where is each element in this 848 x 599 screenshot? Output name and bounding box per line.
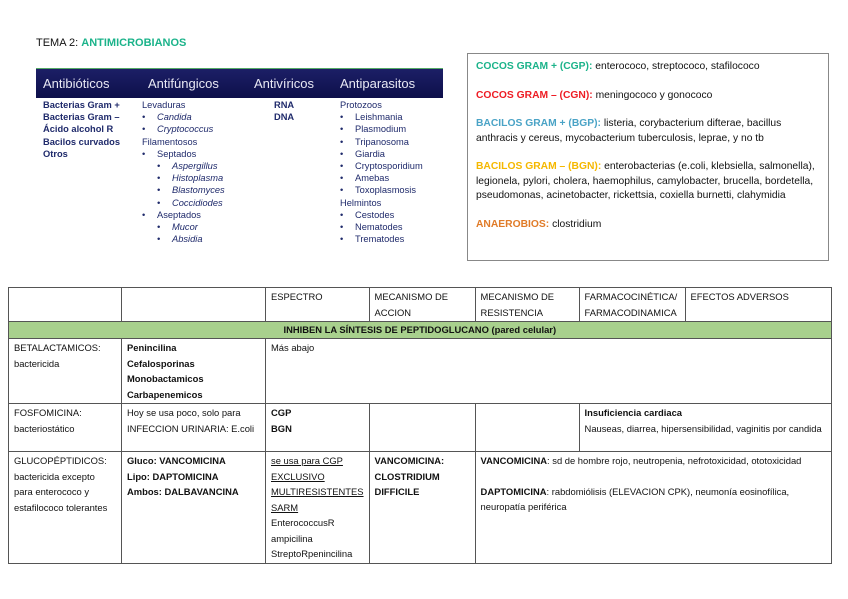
item: • Aspergillus [142, 160, 225, 172]
empty-cell [369, 404, 475, 452]
espectro-item: EnterococcusR [271, 517, 335, 528]
espectro-item: EXCLUSIVO [271, 470, 325, 482]
item: • Trematodes [340, 233, 423, 245]
header-espectro: ESPECTRO [266, 288, 370, 322]
dapto-label: DAPTOMICINA [480, 485, 547, 497]
item: • Septados [142, 148, 225, 160]
use-cell: Hoy se usa poco, solo para INFECCION URINARIA: E.coli [122, 404, 266, 452]
antiviricos-list [274, 99, 294, 123]
item: Otros [43, 148, 68, 159]
item: • Aseptados [142, 209, 225, 221]
bacteria-legend-box [467, 53, 829, 261]
section-title: INHIBEN LA SÍNTESIS DE PEPTIDOGLUCANO (pared celular) [9, 322, 832, 339]
class-type: bacteriostático [14, 422, 75, 434]
item: • Plasmodium [340, 123, 423, 135]
legend-bgn [476, 160, 820, 204]
dapto-effects: : rabdomiólisis (ELEVACION CPK), neumonía eosinofílica, neuropatía periférica [480, 485, 790, 512]
table-row [9, 452, 832, 564]
section-row [9, 322, 832, 339]
class-type: bactericida [14, 357, 60, 369]
class-name: BETALACTAMICOS: [14, 342, 101, 353]
espectro-item: SARM [271, 501, 299, 513]
drug: Ambos: DALBAVANCINA [127, 486, 239, 497]
antiparasitos-list [340, 99, 423, 245]
header-antibioticos: Antibióticos [43, 76, 110, 91]
header-mecanismo-resistencia: MECANISMO DE RESISTENCIA [475, 288, 579, 322]
item: Levaduras [142, 100, 186, 110]
espectro-item: MULTIRESISTENTES [271, 486, 364, 497]
espectro-item: StreptoRpenincilina [271, 548, 353, 559]
vanco-label: VANCOMICINA [480, 455, 548, 466]
drug: Gluco: VANCOMICINA [127, 455, 226, 466]
efectos-cell [579, 404, 831, 452]
mecanismo-cell: VANCOMICINA: CLOSTRIDIUM DIFFICILE [369, 452, 475, 564]
legend-cgn [476, 89, 820, 104]
legend-text: enterobacterias (e.coli, klebsiella, salmonella), legionela, pylori, cholera, haemophilus, camylobacter, brucella, bordetella, pseudomonas, acinetobacter, rickettsia, coxiella burnetti, clahymidia [476, 161, 815, 201]
item: • Toxoplasmosis [340, 184, 423, 196]
table-row [9, 339, 832, 404]
figure-header [36, 68, 443, 98]
item: Protozoos [340, 100, 382, 110]
legend-anaerobios [476, 218, 820, 233]
espectro-item: BGN [271, 422, 292, 434]
legend-text: enterococo, streptococo, stafilococo [592, 61, 760, 72]
legend-cgp [476, 60, 820, 75]
item: RNA [274, 100, 295, 110]
class-cell [9, 339, 122, 404]
header-efectos-adversos: EFECTOS ADVERSOS [685, 288, 831, 322]
legend-bgp [476, 117, 820, 146]
header-mecanismo-accion: MECANISMO DE ACCION [369, 288, 475, 322]
legend-text: clostridium [549, 218, 602, 230]
table-row [9, 404, 832, 452]
legend-label: COCOS GRAM – (CGN): [476, 89, 593, 101]
drugs-cell [122, 452, 266, 564]
item: • Cryptosporidium [340, 160, 423, 172]
item: • Absidia [142, 233, 225, 245]
drug: Penincilina [127, 342, 177, 353]
header-antifungicos: Antifúngicos [148, 76, 219, 91]
legend-text: listeria, corybacterium difterae, bacillus anthracis y cereus, mycobacterium tuberculosis, leprae, y no tb [476, 118, 782, 144]
antibioticos-list [43, 99, 120, 160]
drug: Monobactamicos [127, 373, 204, 384]
efecto-text: Nauseas, diarrea, hipersensibilidad, vaginitis por candida [584, 422, 822, 434]
item: Bacilos curvados [43, 136, 120, 147]
class-name: FOSFOMICINA: [14, 407, 82, 418]
legend-label: BACILOS GRAM – (BGN): [476, 161, 602, 172]
antimicrobial-classification-figure [36, 68, 443, 248]
header-cell [122, 288, 266, 322]
vanco-effects: : sd de hombre rojo, neutropenia, nefrotoxicidad, ototoxicidad [547, 455, 802, 466]
item: • Mucor [142, 221, 225, 233]
item: Bacterias Gram + [43, 100, 120, 110]
header-antiparasitos: Antiparasitos [340, 76, 416, 91]
drug: Carbapenemicos [127, 388, 203, 400]
page-title: TEMA 2: ANTIMICROBIANOS [36, 37, 187, 49]
espectro-cell [266, 452, 370, 564]
drug: Lipo: DAPTOMICINA [127, 470, 219, 482]
item: • Tripanosoma [340, 136, 423, 148]
legend-label: COCOS GRAM + (CGP): [476, 61, 593, 72]
item: Bacterias Gram – [43, 112, 120, 123]
legend-text: meningococo y gonococo [592, 89, 713, 101]
item: • Cestodes [340, 209, 423, 221]
drug: Cefalosporinas [127, 357, 195, 369]
efectos-cell [475, 452, 831, 564]
header-antiviricos: Antivíricos [254, 76, 314, 91]
espectro-item: se usa para CGP [271, 455, 343, 466]
efecto-bold: Insuficiencia cardiaca [584, 407, 682, 418]
item: Helmintos [340, 197, 382, 208]
class-type: bactericida excepto para enterococo y estafilococo tolerantes [14, 470, 108, 513]
antifungicos-list [142, 99, 225, 245]
class-cell [9, 404, 122, 452]
item: • Giardia [340, 148, 423, 160]
legend-label: BACILOS GRAM + (BGP): [476, 118, 601, 129]
header-farmacocinetica: FARMACOCINÉTICA/ FARMACODINAMICA [579, 288, 685, 322]
espectro-cell: Más abajo [266, 339, 832, 404]
item: DNA [274, 112, 295, 123]
item: • Coccidiodes [142, 197, 225, 209]
espectro-cell [266, 404, 370, 452]
topic: ANTIMICROBIANOS [81, 37, 187, 49]
item: • Nematodes [340, 221, 423, 233]
header-cell [9, 288, 122, 322]
drugs-cell [122, 339, 266, 404]
item: • Leishmania [340, 111, 423, 123]
espectro-item: CGP [271, 407, 292, 418]
item: • Candida [142, 111, 225, 123]
item: Ácido alcohol R [43, 124, 114, 135]
item: • Cryptococcus [142, 123, 225, 135]
item: • Histoplasma [142, 172, 225, 184]
item: • Amebas [340, 172, 423, 184]
item: • Blastomyces [142, 184, 225, 196]
antimicrobial-table [8, 287, 832, 564]
legend-label: ANAEROBIOS: [476, 218, 550, 230]
class-name: GLUCOPÉPTIDICOS: [14, 455, 107, 466]
item: Filamentosos [142, 136, 198, 147]
class-cell [9, 452, 122, 564]
table-header-row [9, 288, 832, 322]
empty-cell [475, 404, 579, 452]
espectro-item: ampicilina [271, 532, 313, 544]
